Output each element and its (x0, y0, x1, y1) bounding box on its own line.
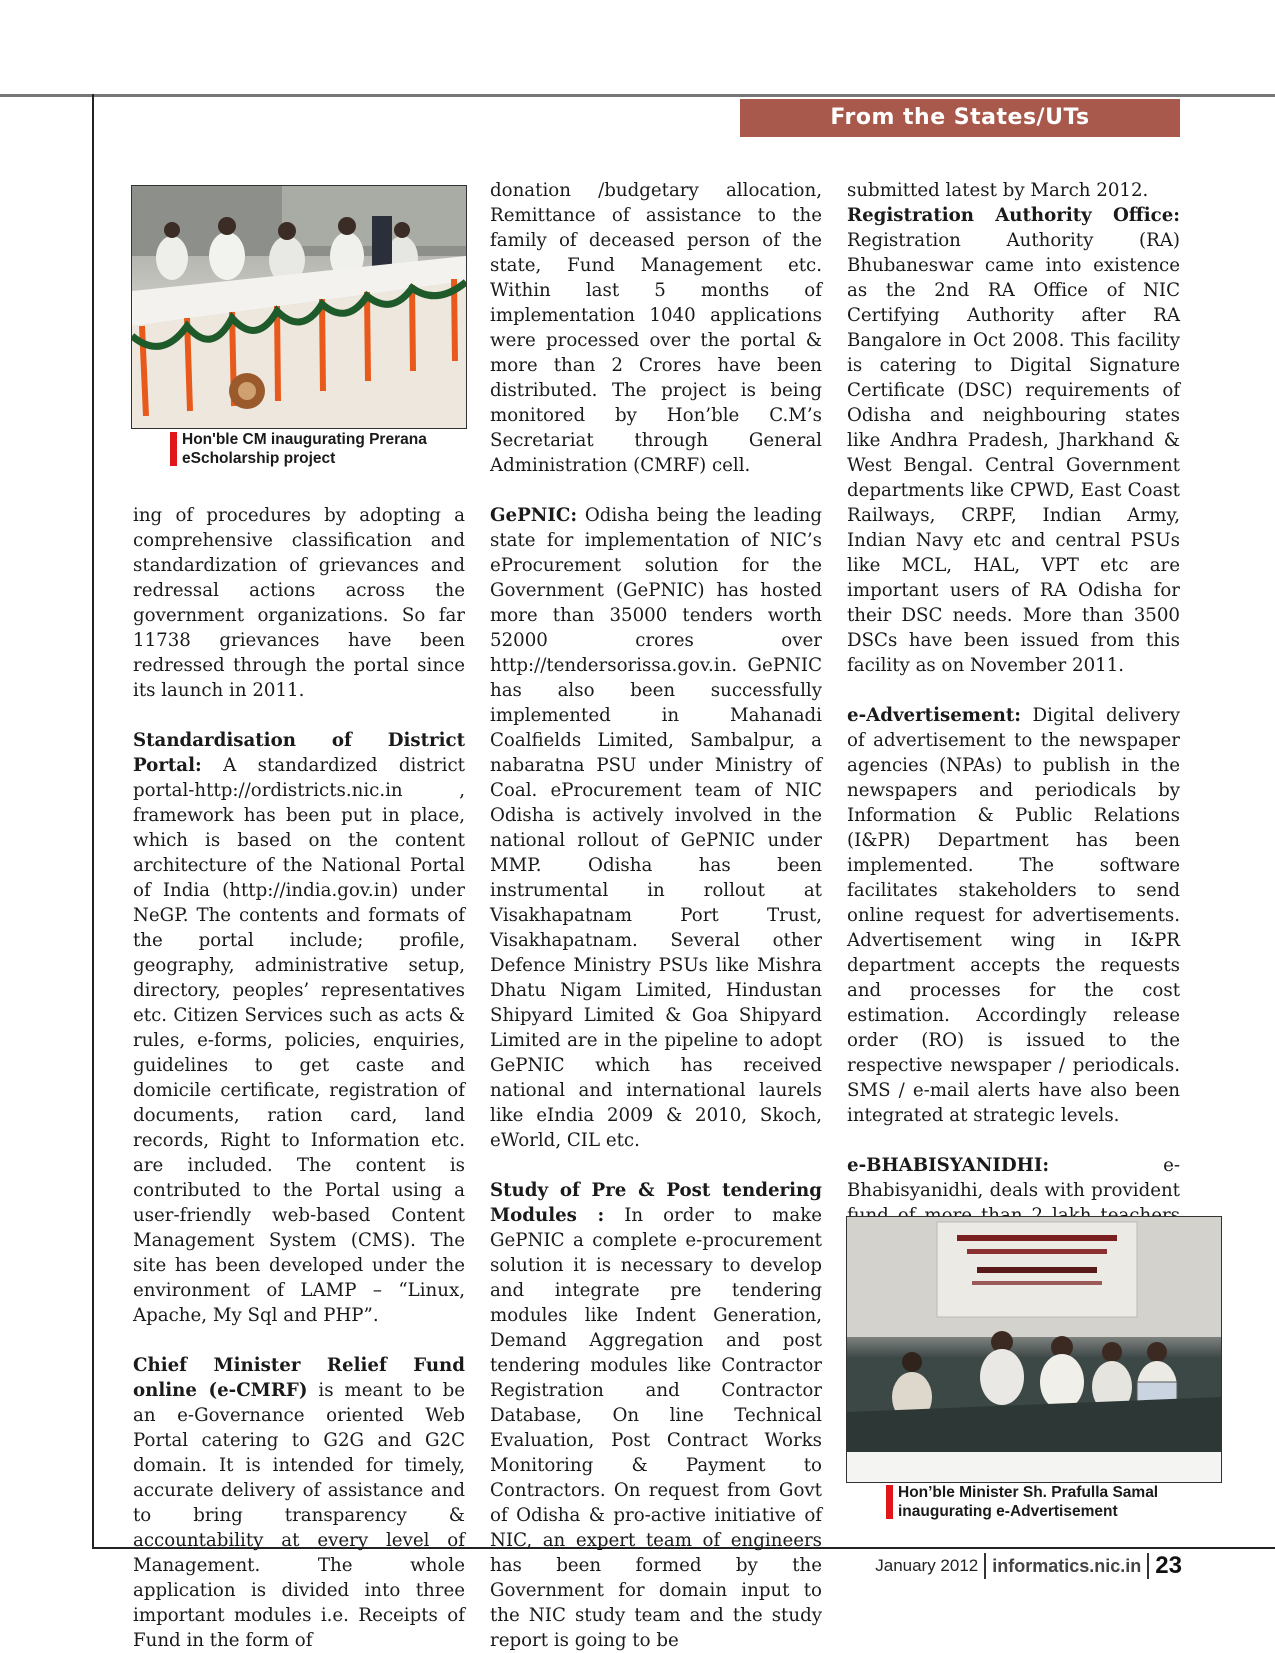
heading-e-advertisement: e-Advertisement: (847, 705, 1021, 726)
text-column-2 (490, 178, 822, 1653)
left-margin-rule (92, 94, 94, 1549)
heading-gepnic: GePNIC: (490, 505, 578, 526)
paragraph-e-bhabisyanidhi: e-BHABISYANIDHI: e-Bhabisyanidhi, deals with provident (847, 1155, 1180, 1201)
paragraph-tendering-study: Study of Pre & Post tendering Modules : In order to make GePNIC a complete e-procurement solution it is necessary to develop and integrate pre tendering modules like Indent Generation, Demand Aggregation and post tendering modules like Contractor Registration and Contractor Database, On line Technical Evaluation, Post Contract Works Monitoring & Payment to Contractors. On request from Govt of Odisha & pro-active initiative of NIC, an expert team of engineers has been formed by the Government for domain input to the NIC study team and the study report is going to be (490, 1180, 822, 1651)
paragraph-cmrf-cont: donation /budgetary allocation, Remittance of assistance to the family of deceased person of the state, Fund Management etc. Within last 5 months of implementation 1040 applications were processed over the portal & more than 2 Crores have been distributed. The project is being monitored by Hon’ble C.M’s Secretariat through General Administration (CMRF) cell. (490, 180, 822, 476)
heading-e-bhabisyanidhi: e-BHABISYANIDHI: (847, 1155, 1050, 1176)
paragraph-grievances: ing of procedures by adopting a comprehensive classification and standardization of grievances and redressal actions across the government organizations. So far 11738 grievances have been redressed through the portal since its launch in 2011. (133, 505, 465, 701)
footer-separator (1147, 1553, 1149, 1579)
text-column-3 (847, 178, 1180, 1303)
text-column-1 (133, 503, 465, 1653)
section-title: From the States/UTs (740, 99, 1180, 137)
photo-cm-inauguration (131, 185, 467, 429)
caption-marker (886, 1485, 893, 1519)
photo-minister-e-advertisement (846, 1216, 1222, 1483)
heading-registration-authority: Registration Authority Office: (847, 205, 1180, 226)
heading-tendering-study: Study of Pre & Post tendering Modules : (490, 1180, 822, 1226)
figure-caption-1: Hon'ble CM inaugurating Prerana eScholarship project (182, 430, 462, 468)
footer-website: informatics.nic.in (992, 1555, 1142, 1576)
heading-district-portal: Standardisation of District Portal: (133, 730, 465, 776)
page-number: 23 (1155, 1552, 1182, 1579)
paragraph-registration-authority: submitted latest by March 2012. Registration Authority Office: Registration Authority (RA) Bhubaneswar came into existence as the 2nd RA Office of NIC Certifying Authority after RA Bangalore in Oct 2008. This facility is catering to Digital Signature Certificate (DSC) requirements of Odisha and neighbouring states like Andhra Pradesh, Jharkhand & West Bengal. Central Government departments like CPWD, East Coast Railways, CRPF, Indian Army, Indian Navy etc and central PSUs like MCL, HAL, VPT etc are important users of RA Odisha for their DSC needs. More than 3500 DSCs have been issued from this facility as on November 2011. (847, 180, 1180, 676)
caption-marker (170, 432, 177, 466)
footer-issue-date: January 2012 (875, 1556, 979, 1575)
paragraph-ecmrf: Chief Minister Relief Fund online (e-CMRF) is meant to be an e-Governance oriented Web Portal catering to G2G and G2C domain. It is intended for timely, accurate delivery of assistance and to bring transparency & accountability at every level of Management. The whole application is divided into three important modules i.e. Receipts of Fund in the form of (133, 1355, 465, 1651)
page-footer (800, 1551, 1182, 1581)
heading-ecmrf: Chief Minister Relief Fund online (e-CMRF) (133, 1355, 465, 1401)
top-rule (0, 94, 1275, 97)
figure-caption-2: Hon’ble Minister Sh. Prafulla Samal inaugurating e-Advertisement (898, 1483, 1198, 1521)
photo-cm-inauguration-image (132, 186, 466, 428)
footer-separator (984, 1553, 986, 1579)
paragraph-district-portal: Standardisation of District Portal: A standardized district portal-http://ordistricts.nic.in , framework has been put in place, which is based on the content architecture of the National Portal of India (http://india.gov.in) under NeGP. The contents and formats of the portal include; profile, geography, administrative setup, directory, peoples’ representatives etc. Citizen Services such as acts & rules, e-forms, policies, enquiries, guidelines to get caste and domicile certificate, registration of documents, ration card, land records, Right to Information etc. are included. The content is contributed to the Portal using a user-friendly web-based Content Management System (CMS). The site has been developed under the environment of LAMP – “Linux, Apache, My Sql and PHP”. (133, 730, 465, 1326)
paragraph-gepnic: GePNIC: Odisha being the leading state for implementation of NIC’s eProcurement solution for the Government (GePNIC) has hosted more than 35000 tenders worth 52000 crores over http://tendersorissa.gov.in. GePNIC has also been successfully implemented in Mahanadi Coalfields Limited, Sambalpur, a nabaratna PSU under Ministry of Coal. eProcurement team of NIC Odisha is actively involved in the national rollout of GePNIC under MMP. Odisha has been instrumental in rollout at Visakhapatnam Port Trust, Visakhapatnam. Several other Defence Ministry PSUs like Mishra Dhatu Nigam Limited, Hindustan Shipyard Limited & Goa Shipyard Limited are in the pipeline to adopt GePNIC which has received national and international laurels like eIndia 2009 & 2010, Skoch, eWorld, CIL etc. (490, 505, 822, 1151)
paragraph-e-advertisement: e-Advertisement: Digital delivery of advertisement to the newspaper agencies (NPAs) to publish in the newspapers and periodicals by Information & Public Relations (I&PR) Department has been implemented. The software facilitates stakeholders to send online request for advertisements. Advertisement wing in I&PR department accepts the requests and processes for the cost estimation. Accordingly release order (RO) is issued to the respective newspaper / periodicals. SMS / e-mail alerts have also been integrated at strategic levels. (847, 705, 1180, 1126)
photo-minister-image (847, 1217, 1221, 1482)
